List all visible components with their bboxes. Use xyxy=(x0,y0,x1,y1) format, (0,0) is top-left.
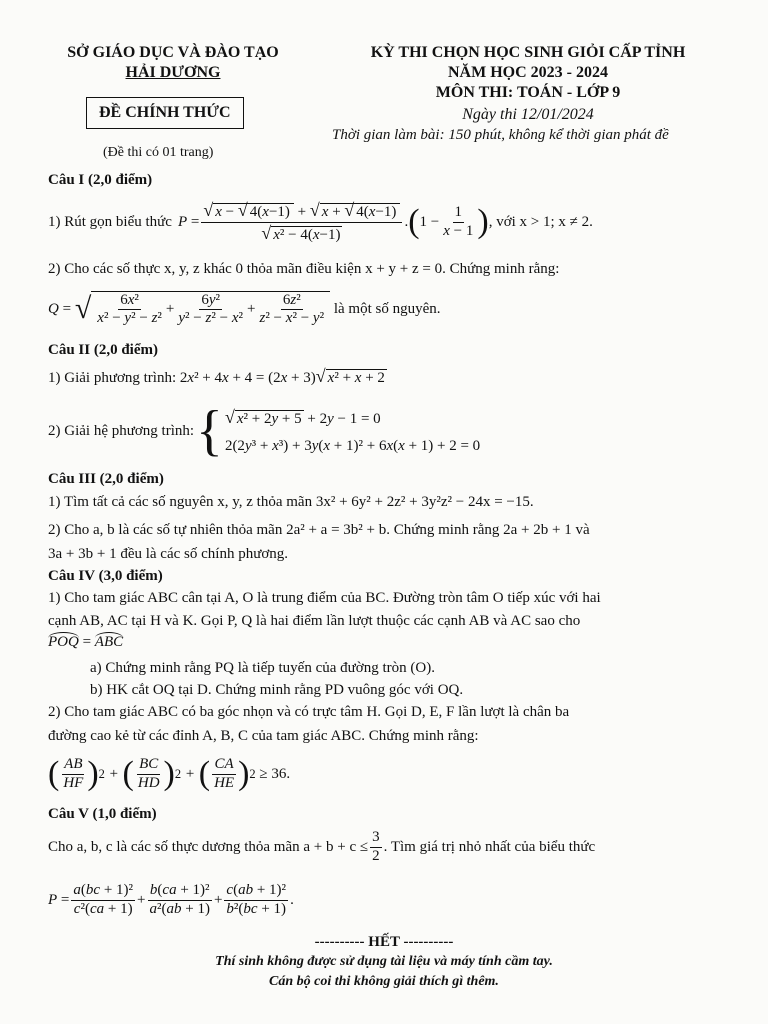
q3-part1: 1) Tìm tất cả các số nguyên x, y, z thỏa mãn 3x² + 6y² + 2z² + 3y²z² − 24x = −15. xyxy=(48,494,534,510)
footer-note-1: Thí sinh không được sử dụng tài liệu và máy tính cầm tay. xyxy=(215,954,553,969)
q4-part1-line1: 1) Cho tam giác ABC cân tại A, O là trung điểm của BC. Đường tròn tâm O tiếp xúc với hai xyxy=(48,590,601,606)
q5-intro-tail: . Tìm giá trị nhỏ nhất của biểu thức xyxy=(383,838,596,855)
q1-part1-condition: , với x > 1; x ≠ 2. xyxy=(488,213,593,230)
footer-note-2: Cán bộ coi thi không giải thích gì thêm. xyxy=(269,974,499,989)
q1-part2-intro: 2) Cho các số thực x, y, z khác 0 thỏa mãn điều kiện x + y + z = 0. Chứng minh rằng: xyxy=(48,261,560,277)
q4-part1-line2: cạnh AB, AC tại H và K. Gọi P, Q là hai điểm lần lượt thuộc các cạnh AB và AC sao cho xyxy=(48,613,581,629)
end-marker: ---------- HẾT ---------- xyxy=(314,934,454,950)
q4-part2-line1: 2) Cho tam giác ABC có ba góc nhọn và có trực tâm H. Gọi D, E, F lần lượt là chân ba xyxy=(48,704,570,720)
q4-part1-b: b) HK cắt OQ tại D. Chứng minh rằng PD vuông góc với OQ. xyxy=(90,682,464,698)
exam-duration: Thời gian làm bài: 150 phút, không kể thời gian phát đề xyxy=(332,127,669,143)
department-name: SỞ GIÁO DỤC VÀ ĐÀO TẠO xyxy=(67,44,279,61)
question-5-title: Câu V (1,0 điểm) xyxy=(48,806,157,822)
q4-part1-a: a) Chứng minh rằng PQ là tiếp tuyến của đường tròn (O). xyxy=(90,660,435,676)
q5-expression: P = $\frac{\text{a(bc + 1)²}}{\text{c²(ca + 1)}}$ + $\frac{\text{b(ca + 1)²}}{\text{a²(ab + 1)}}$ + $\frac{\text{c(ab + 1)²}}{\text{b²(bc + 1)}}$ . xyxy=(48,882,294,917)
question-4-title: Câu IV (3,0 điểm) xyxy=(48,568,163,584)
pages-note: (Đề thi có 01 trang) xyxy=(103,145,214,160)
question-2-title: Câu II (2,0 điểm) xyxy=(48,342,159,358)
q2-part1-intro: 1) Giải phương trình: xyxy=(48,370,177,386)
q4-inequality: ( $\frac{AB}{HF}$ ) 2 + ( $\frac{BC}{HD}$ ) 2 + ( $\frac{CA}{HE}$ ) 2 ≥ 36. xyxy=(48,755,291,792)
subject: MÔN THI: TOÁN - LỚP 9 xyxy=(435,84,621,101)
q1-part1-intro: 1) Rút gọn biểu thức xyxy=(48,213,172,230)
q4-inequality-tail: ≥ 36. xyxy=(259,765,291,782)
q4-angle-equality: POQ = ABC xyxy=(48,634,124,650)
q1-p-fraction: $\frac{√ x - √ 4(x-1) + √ x + √ 4(x-1)}{\text{√ x² − 4(x−1)}}$ xyxy=(201,200,402,244)
q2-part1: 1) Giải phương trình: 2x² + 4x + 4 = (2x + 3)√ x² + x + 2 xyxy=(48,366,385,386)
province-name: HẢI DƯƠNG xyxy=(125,64,221,81)
q4-part2-line2: đường cao kẻ từ các đỉnh A, B, C của tam giác ABC. Chứng minh rằng: xyxy=(48,728,479,744)
exam-title: KỲ THI CHỌN HỌC SINH GIỎI CẤP TỈNH xyxy=(370,44,686,61)
q1-part2-expression: Q = √ $\frac{\text{6x²}}{\text{x² − y² − z²}}$ + $\frac{\text{6y²}}{\text{y² − z² − x²}}$ + $\frac{\text{6z²}}{\text{z² − x² − y²}}$ là một số nguyên. xyxy=(48,291,441,326)
angle-poq: POQ xyxy=(48,634,79,650)
angle-abc: ABC xyxy=(94,634,124,650)
q2-part2: 2) Giải hệ phương trình: { √ x² + 2y + 5 + 2y − 1 = 0 2(2y³ + x³) + 3y(x + 1)² + 6x(x + 1) + 2 = 0 xyxy=(48,400,481,462)
q1-part2-tail: là một số nguyên. xyxy=(333,300,441,317)
q2-part2-intro: 2) Giải hệ phương trình: xyxy=(48,422,195,439)
q3-part2-line2: 3a + 3b + 1 đều là các số chính phương. xyxy=(48,546,289,562)
exam-date: Ngày thi 12/01/2024 xyxy=(462,106,594,123)
q1-part1: 1) Rút gọn biểu thức P = $\frac{√ x - √ 4(x-1) + √ x + √ 4(x-1)}{\text{√ x² − 4(x−1)}}$ . ( 1 − $\frac{1}{x - 1}$ ) , với x > 1; x ≠ 2. xyxy=(48,200,593,243)
q5-intro-text: Cho a, b, c là các số thực dương thỏa mãn a + b + c ≤ xyxy=(48,838,369,855)
school-year: NĂM HỌC 2023 - 2024 xyxy=(448,64,608,81)
official-label: ĐỀ CHÍNH THỨC xyxy=(86,97,244,129)
q3-part2-line1: 2) Cho a, b là các số tự nhiên thỏa mãn 2a² + a = 3b² + b. Chứng minh rằng 2a + 2b + 1 và xyxy=(48,522,590,538)
q5-intro: Cho a, b, c là các số thực dương thỏa mãn a + b + c ≤ $\frac{3}{2}$ . Tìm giá trị nhỏ nhất của biểu thức xyxy=(48,829,596,864)
question-3-title: Câu III (2,0 điểm) xyxy=(48,471,164,487)
question-1-title: Câu I (2,0 điểm) xyxy=(48,172,153,188)
